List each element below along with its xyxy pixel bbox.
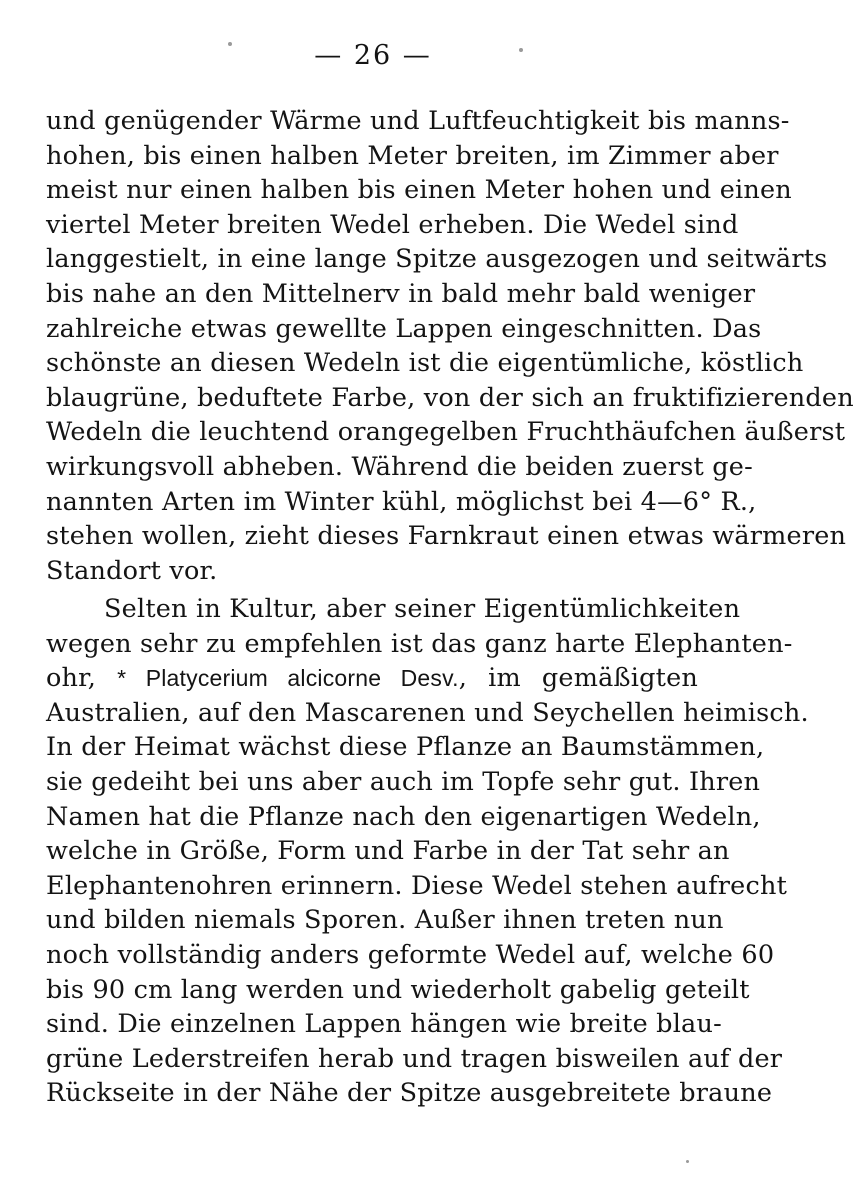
text-line: viertel Meter breiten Wedel erheben. Die Wedel sind xyxy=(46,209,739,240)
text-line: Elephantenohren erinnern. Diese Wedel stehen aufrecht xyxy=(46,870,788,901)
text-fragment: ohr, xyxy=(46,663,97,694)
text-fragment: , im gemäßigten xyxy=(458,663,698,694)
text-line: nannten Arten im Winter kühl, möglichst bei 4—6° R., xyxy=(46,486,757,517)
page-number-header: — 26 — xyxy=(314,40,432,71)
text-line: wirkungsvoll abheben. Während die beiden zuerst ge- xyxy=(46,451,753,482)
species-name: * Platycerium alcicorne Desv. xyxy=(117,665,459,692)
paragraph-1 xyxy=(46,104,854,588)
text-line: Rückseite in der Nähe der Spitze ausgebreitete braune xyxy=(46,1078,773,1109)
text-line: wegen sehr zu empfehlen ist das ganz harte Elephanten- xyxy=(46,628,793,659)
text-line: stehen wollen, zieht dieses Farnkraut einen etwas wärmeren xyxy=(46,521,847,552)
text-line: und bilden niemals Sporen. Außer ihnen treten nun xyxy=(46,905,724,936)
text-line: blaugrüne, beduftete Farbe, von der sich an fruktifizierenden xyxy=(46,382,854,413)
text-line: sind. Die einzelnen Lappen hängen wie breite blau- xyxy=(46,1009,722,1040)
text-line: sie gedeiht bei uns aber auch im Topfe sehr gut. Ihren xyxy=(46,766,761,797)
paragraph-2 xyxy=(46,592,809,1111)
text-line: Namen hat die Pflanze nach den eigenartigen Wedeln, xyxy=(46,801,761,832)
print-speck xyxy=(686,1160,689,1163)
text-line: welche in Größe, Form und Farbe in der Tat sehr an xyxy=(46,836,730,867)
text-line: und genügender Wärme und Luftfeuchtigkeit bis manns- xyxy=(46,106,790,136)
text-line-with-species xyxy=(46,661,698,696)
text-line: Selten in Kultur, aber seiner Eigentümlichkeiten xyxy=(104,594,741,624)
text-line: schönste an diesen Wedeln ist die eigentümliche, köstlich xyxy=(46,348,804,379)
text-line: noch vollständig anders geformte Wedel auf, welche 60 xyxy=(46,939,775,970)
text-line: hohen, bis einen halben Meter breiten, im Zimmer aber xyxy=(46,140,779,171)
text-line: Standort vor. xyxy=(46,555,218,586)
text-line: langgestielt, in eine lange Spitze ausgezogen und seitwärts xyxy=(46,244,828,275)
text-line: meist nur einen halben bis einen Meter hohen und einen xyxy=(46,175,792,206)
text-line: Wedeln die leuchtend orangegelben Fruchthäufchen äußerst xyxy=(46,417,846,448)
text-line: bis nahe an den Mittelnerv in bald mehr bald weniger xyxy=(46,278,756,309)
text-line: zahlreiche etwas gewellte Lappen eingeschnitten. Das xyxy=(46,313,762,344)
text-line: bis 90 cm lang werden und wiederholt gabelig geteilt xyxy=(46,974,750,1005)
text-line: In der Heimat wächst diese Pflanze an Baumstämmen, xyxy=(46,732,765,763)
text-line: grüne Lederstreifen herab und tragen bisweilen auf der xyxy=(46,1043,783,1074)
text-line: Australien, auf den Mascarenen und Seychellen heimisch. xyxy=(46,697,809,728)
